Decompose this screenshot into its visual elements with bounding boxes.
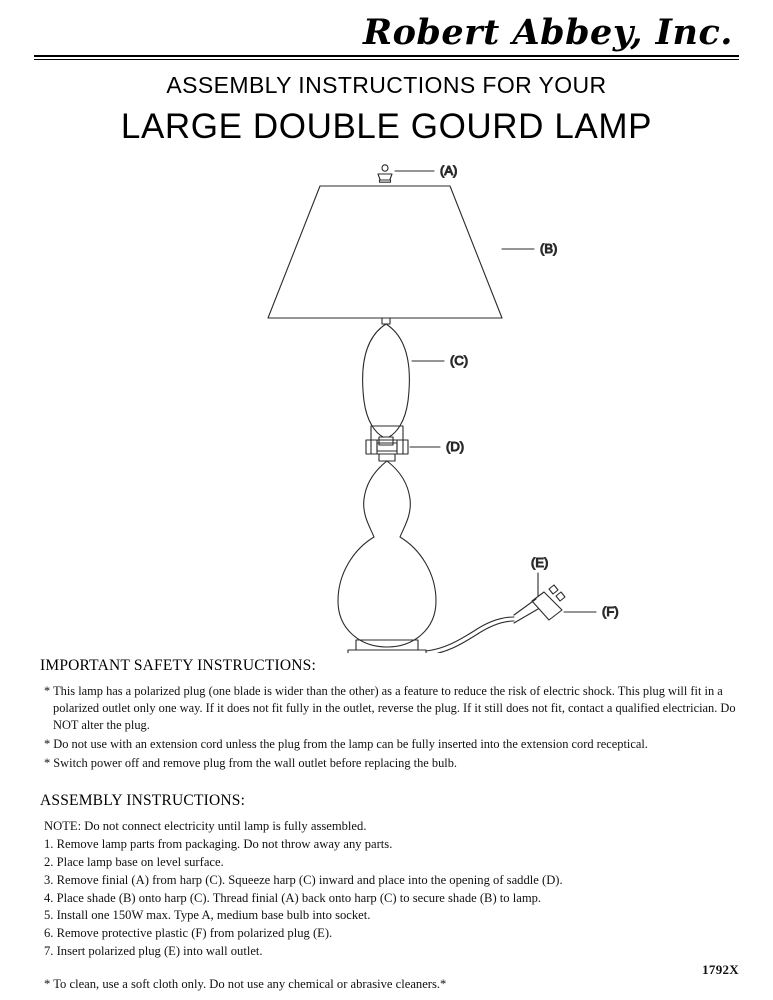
lamp-diagram: [34, 153, 739, 653]
assembly-step: 5. Install one 150W max. Type A, medium base bulb into socket.: [44, 908, 371, 923]
safety-section: [34, 657, 739, 773]
power-cord-shape: [426, 585, 565, 653]
lamp-body-shape: [338, 461, 436, 647]
safety-heading: IMPORTANT SAFETY INSTRUCTIONS:: [40, 656, 316, 674]
assembly-step: 3. Remove finial (A) from harp (C). Squeeze harp (C) inward and place into the opening of saddle (D).: [44, 872, 563, 887]
safety-item: * Do not use with an extension cord unless the plug from the lamp can be fully inserted into the extension cord receptical.: [44, 736, 648, 751]
subtitle: ASSEMBLY INSTRUCTIONS FOR YOUR: [166, 71, 607, 98]
safety-item: * Switch power off and remove plug from the wall outlet before replacing the bulb.: [44, 755, 458, 770]
finial-shape: [378, 164, 392, 181]
cleaning-footnote: * To clean, use a soft cloth only. Do not use any chemical or abrasive cleaners.*: [44, 977, 447, 992]
assembly-step: 2. Place lamp base on level surface.: [44, 854, 224, 869]
shade-shape: [268, 186, 502, 318]
brand-header: [34, 0, 739, 53]
callout-label-a: (A): [440, 162, 458, 178]
assembly-section: [34, 792, 739, 992]
safety-item: * This lamp has a polarized plug (one blade is wider than the other) as a feature to reduce the risk of electric shock. This plug will fit in a polarized outlet only one way. If it does not fit fully in the outlet, reverse the plug. If it still does not fit, contact a qualified electrician. Do NOT alter the plug.: [44, 683, 736, 732]
brand-wordmark: Robert Abbey, Inc.: [362, 12, 733, 53]
callout-label-d: (D): [446, 438, 465, 454]
page-title: LARGE DOUBLE GOURD LAMP: [120, 106, 653, 146]
callout-label-e: (E): [531, 554, 549, 570]
callout-label-b: (B): [540, 240, 558, 256]
callout-label-f: (F): [602, 603, 619, 619]
assembly-step: 7. Insert polarized plug (E) into wall outlet.: [44, 944, 263, 959]
document-code: 1792X: [702, 962, 739, 977]
header-rule-thin: [34, 59, 739, 60]
lamp-illustration: [34, 153, 740, 653]
assembly-note: NOTE: Do not connect electricity until lamp is fully assembled.: [44, 819, 367, 834]
saddle-socket-shape: [366, 426, 408, 461]
assembly-step: 1. Remove lamp parts from packaging. Do not throw away any parts.: [44, 836, 393, 851]
polarized-plug-shape: [532, 585, 565, 620]
assembly-step: 4. Place shade (B) onto harp (C). Thread finial (A) back onto harp (C) to secure shade (B) to lamp.: [44, 890, 542, 905]
assembly-step: 6. Remove protective plastic (F) from polarized plug (E).: [44, 926, 333, 941]
assembly-heading: ASSEMBLY INSTRUCTIONS:: [40, 792, 246, 810]
header-rule-thick: [34, 55, 739, 57]
callout-label-c: (C): [450, 352, 469, 368]
